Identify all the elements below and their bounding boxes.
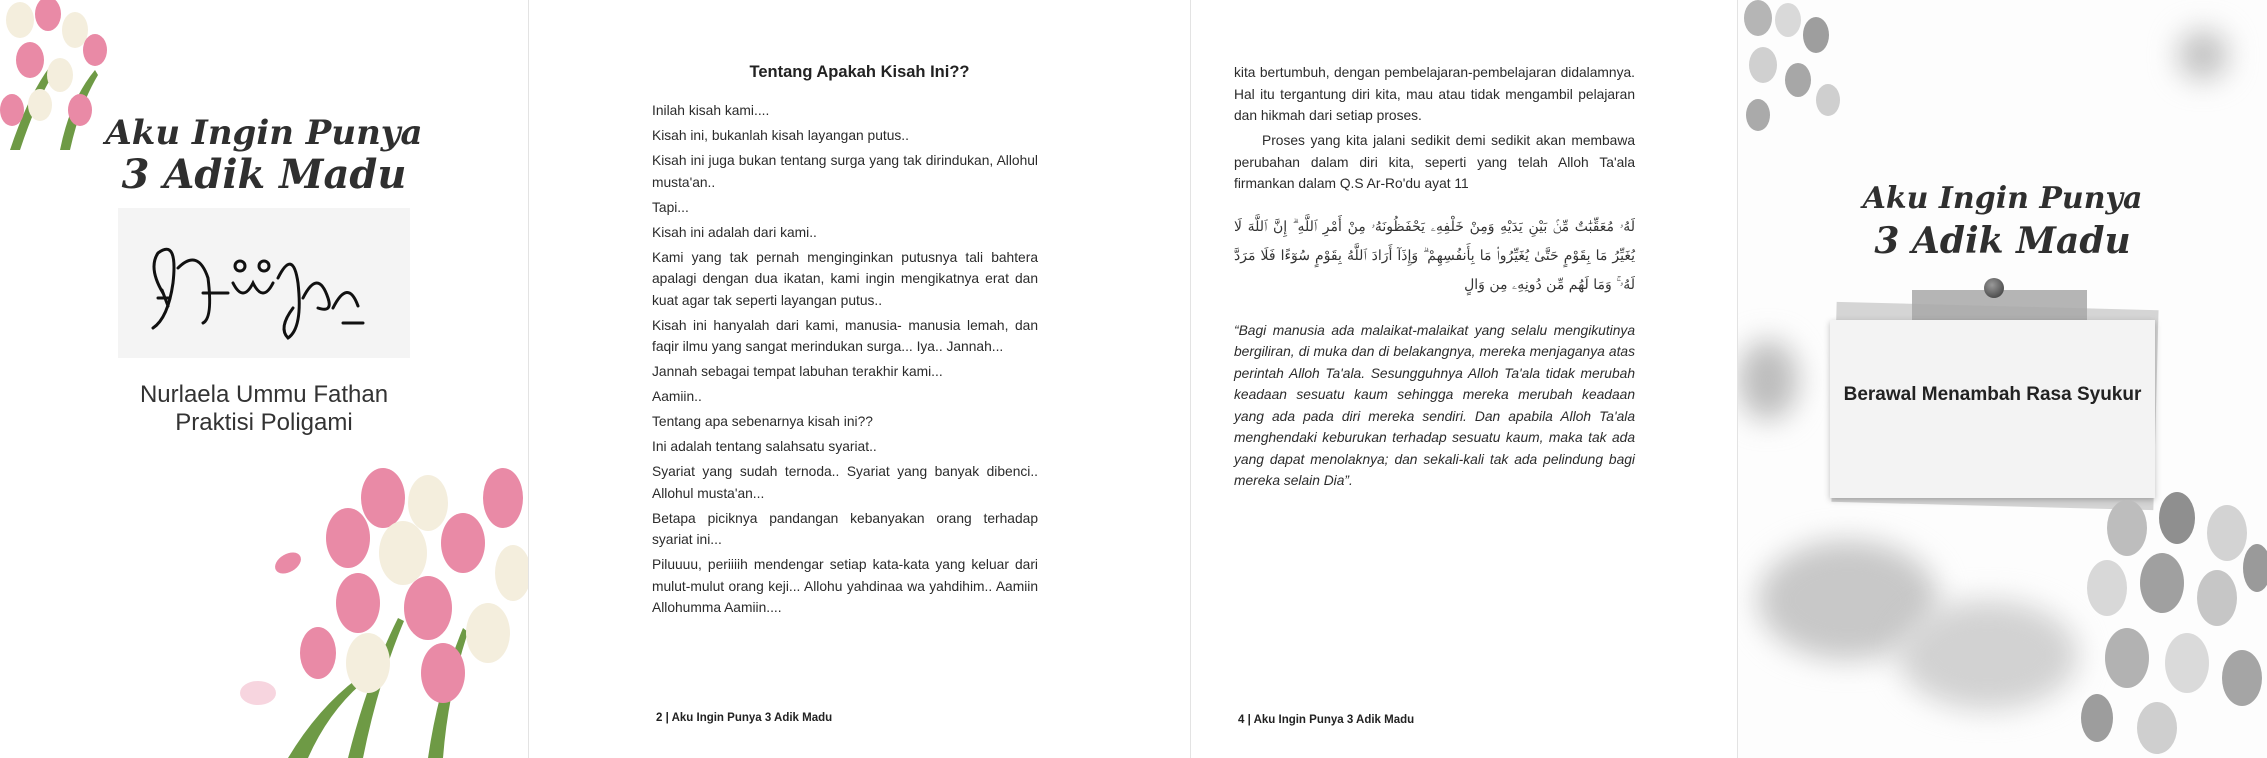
paragraph: Kisah ini juga bukan tentang surga yang tak dirindukan, Allohul musta'an.. bbox=[652, 153, 1038, 190]
paragraph: Aamiin.. bbox=[652, 389, 702, 404]
paragraph: Piluuuu, periiiih mendengar setiap kata-kata yang keluar dari mulut-mulut orang keji... Allohu yahdinaa wa yahdihim.. Aamiin Allohumma Aamiin.... bbox=[652, 557, 1038, 615]
back-cover bbox=[1738, 0, 2267, 758]
paragraph: Tapi... bbox=[652, 199, 689, 215]
page-4 bbox=[1191, 0, 1737, 758]
back-cover-title bbox=[1738, 178, 2267, 262]
tulip-bouquet-bottom-illustration bbox=[228, 458, 528, 758]
paragraph: Tentang apa sebenarnya kisah ini?? bbox=[652, 414, 873, 429]
author-signature-illustration bbox=[118, 208, 410, 358]
cover-title-line1: Aku Ingin Punya bbox=[105, 113, 423, 153]
cover-title-line2: 3 Adik Madu bbox=[121, 151, 407, 198]
pinned-note bbox=[1830, 320, 2155, 498]
front-cover bbox=[0, 0, 528, 758]
page-footer: 4 | Aku Ingin Punya 3 Adik Madu bbox=[1238, 714, 1415, 726]
tulip-bouquet-gray-bottom-illustration bbox=[2067, 488, 2267, 758]
paragraph: kita bertumbuh, dengan pembelajaran-pembelajaran didalamnya. Hal itu tergantung diri kita, mau atau tidak mengambil pelajaran dan hikmah dari setiap proses. bbox=[1234, 65, 1635, 123]
blur-decoration bbox=[1898, 600, 2078, 710]
paragraph: Proses yang kita jalani sedikit demi sedikit akan membawa perubahan dalam diri kita, seperti yang telah Alloh Ta'ala firmankan dalam Q.S Ar-Ro'du ayat 11 bbox=[1234, 133, 1635, 191]
page-title: Tentang Apakah Kisah Ini?? bbox=[749, 63, 970, 81]
paragraph: Kami yang tak pernah menginginkan putusnya tali bahtera apalagi dengan dua ikatan, kami ingin mengikatnya erat dan kuat agar tak seperti layangan putus.. bbox=[652, 249, 1038, 308]
pushpin-icon bbox=[1984, 278, 2004, 298]
paragraph: Inilah kisah kami.... bbox=[652, 103, 770, 118]
paragraph: Jannah sebagai tempat labuhan terakhir kami... bbox=[652, 364, 943, 379]
verse-translation-quote bbox=[1234, 320, 1635, 492]
paragraph: Ini adalah tentang salahsatu syariat.. bbox=[652, 439, 877, 454]
paragraph: Kisah ini adalah dari kami.. bbox=[652, 224, 817, 240]
blur-decoration bbox=[2178, 30, 2228, 80]
paragraph: Kisah ini, bukanlah kisah layangan putus.. bbox=[652, 128, 909, 143]
page-2-body bbox=[652, 100, 1038, 622]
signature-panel bbox=[118, 208, 410, 358]
tulip-bouquet-gray-top-illustration bbox=[1738, 0, 1848, 150]
page-2 bbox=[529, 0, 1190, 758]
back-title-line2: 3 Adik Madu bbox=[1874, 220, 2131, 262]
blur-decoration bbox=[1738, 340, 1798, 420]
author-role: Praktisi Poligami bbox=[175, 409, 353, 436]
back-title-line1: Aku Ingin Punya bbox=[1862, 181, 2143, 216]
page-footer: 2 | Aku Ingin Punya 3 Adik Madu bbox=[656, 712, 833, 724]
page-4-body bbox=[1234, 62, 1635, 495]
quote-text: “Bagi manusia ada malaikat-malaikat yang selalu mengikutinya bergiliran, di muka dan di belakangnya, mereka menjaganya atas perintah Alloh Ta'ala. Sesungguhnya Alloh Ta'ala tidak merubah keadaan sesuatu kaum sehingga mereka merubah keadaan yang ada pada diri mereka sendiri. Dan apabila Alloh Ta'ala menghendaki keburukan terhadap sesuatu kaum, maka tak ada yang dapat menolaknya; dan sekali-kali tak ada pelindung bagi mereka selain Dia”. bbox=[1234, 322, 1635, 488]
note-text: Berawal Menambah Rasa Syukur bbox=[1843, 384, 2142, 405]
cover-title bbox=[0, 112, 528, 196]
arabic-verse: لَهُۥ مُعَقِّبَٰتٌ مِّنۢ بَيْنِ يَدَيْهِ وَمِنْ خَلْفِهِۦ يَحْفَظُونَهُۥ مِنْ أَمْرِ ٱللَّهِ ۗ إِنَّ ٱللَّهَ لَا يُغَيِّرُ مَا بِقَوْمٍ حَتَّىٰ يُغَيِّرُوا۟ مَا بِأَنفُسِهِمْ ۗ وَإِذَآ أَرَادَ ٱللَّهُ بِقَوْمٍ سُوٓءًا فَلَا مَرَدَّ لَهُۥ ۚ وَمَا لَهُم مِّن دُونِهِۦ مِن وَالٍ bbox=[1234, 218, 1635, 293]
author-name: Nurlaela Ummu Fathan bbox=[139, 381, 389, 408]
paragraph: Betapa piciknya pandangan kebanyakan orang terhadap syariat ini... bbox=[652, 510, 1038, 547]
paragraph: Kisah ini hanyalah dari kami, manusia- manusia lemah, dan faqir ilmu yang sangat merindukan surga... Iya.. Jannah... bbox=[652, 317, 1038, 354]
paragraph: Syariat yang sudah ternoda.. Syariat yang banyak dibenci.. Allohul musta'an... bbox=[652, 464, 1038, 501]
